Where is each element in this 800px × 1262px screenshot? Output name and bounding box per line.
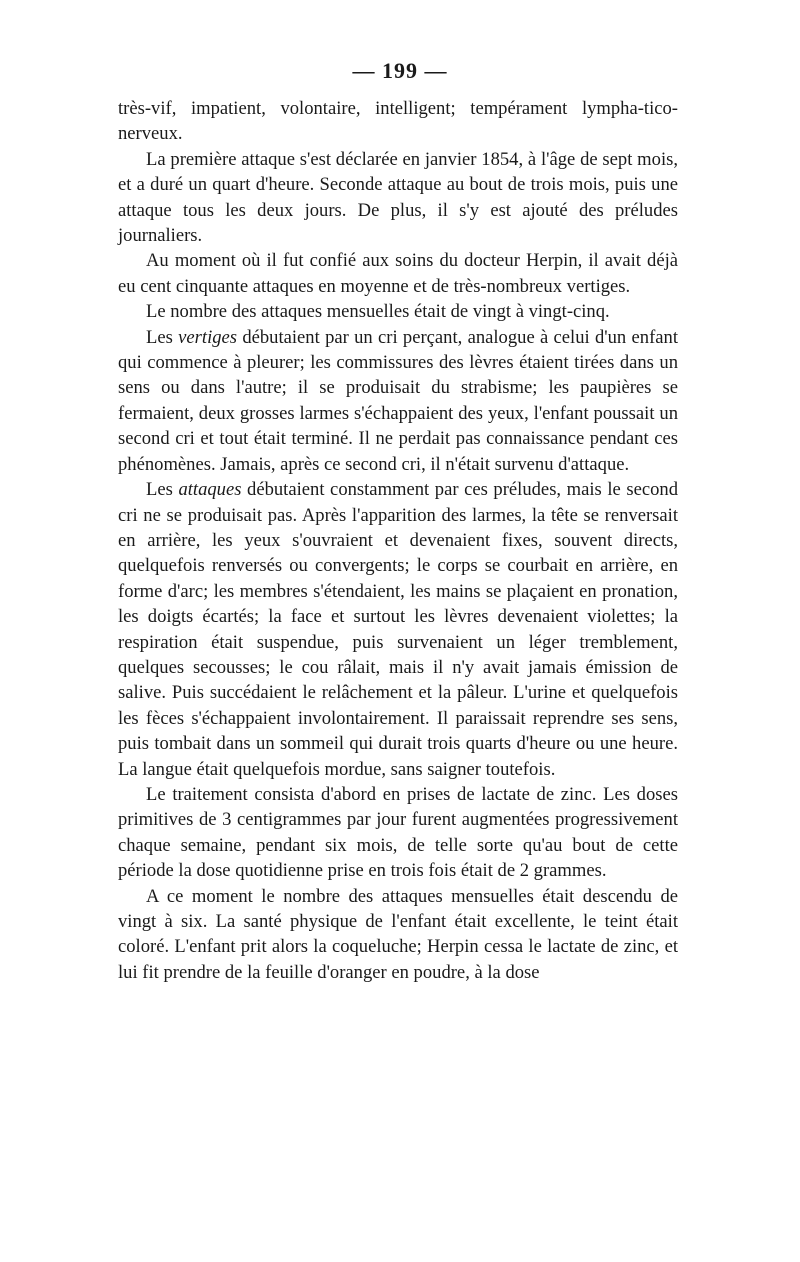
- page-number: — 199 —: [352, 58, 448, 83]
- paragraph-7: Le traitement consista d'abord en prises de lactate de zinc. Les doses primitives de 3 centigrammes par jour furent augmentées progressivement chaque semaine, pendant six mois, de telle sorte qu'au bout de cette période la dose quotidienne prise en trois fois était de 2 grammes.: [118, 783, 678, 882]
- paragraph-3: Au moment où il fut confié aux soins du docteur Herpin, il avait déjà eu cent cinquante attaques en moyenne et de très-nombreux vertiges.: [118, 250, 678, 297]
- paragraph-8: A ce moment le nombre des attaques mensuelles était descendu de vingt à six. La santé physique de l'enfant était excellente, le teint était coloré. L'enfant prit alors la coqueluche; Herpin cessa le lactate de zinc, et lui fit prendre de la feuille d'oranger en poudre, à la dose: [118, 885, 678, 983]
- paragraph-6-italic-term: attaques: [178, 479, 242, 501]
- paragraph-6-lead: Les: [146, 479, 179, 501]
- paragraph-5-body: débutaient par un cri perçant, analogue à celui d'un enfant qui commence à pleurer; les commissures des lèvres étaient tirées dans un sens ou dans l'autre; il se produisait du strabisme; les paupières se fermaient, deux grosses larmes s'échappaient des yeux, l'enfant poussait un second cri et tout était terminé. Il ne perdait pas connaissance pendant ces phénomènes. Jamais, après ce second cri, il n'était survenu d'attaque.: [118, 326, 678, 475]
- body-text: [118, 96, 678, 985]
- paragraph-6: [118, 477, 678, 782]
- paragraph-6-body: débutaient constamment par ces préludes, mais le second cri ne se produisait pas. Après l'apparition des larmes, la tête se renversait en arrière, les yeux s'ouvraient et devenaient fixes, souvent directs, quelquefois renversés ou convergents; le corps se courbait en arrière, en forme d'arc; les membres s'étendaient, les mains se plaçaient en pronation, les doigts écartés; la face et surtout les lèvres devenaient violettes; la respiration était suspendue, puis survenaient un léger tremblement, quelques secousses; le cou râlait, mais il n'y avait jamais émission de salive. Puis succédaient le relâchement et la pâleur. L'urine et quelquefois les fèces s'échappaient involontairement. Il paraissait reprendre ses sens, puis tombait dans un sommeil qui durait trois quarts d'heure ou une heure. La langue était quelquefois mordue, sans saigner toutefois.: [118, 479, 678, 780]
- paragraph-2: La première attaque s'est déclarée en janvier 1854, à l'âge de sept mois, et a duré un quart d'heure. Seconde attaque au bout de trois mois, puis une attaque tous les deux jours. De plus, il s'y est ajouté des préludes journaliers.: [118, 148, 678, 247]
- paragraph-5-lead: Les: [146, 326, 179, 348]
- paragraph-5: [118, 325, 678, 477]
- paragraph-5-italic-term: vertiges: [178, 326, 238, 348]
- paragraph-1: très-vif, impatient, volontaire, intelligent; tempérament lympha-tico-nerveux.: [118, 98, 678, 145]
- paragraph-4: Le nombre des attaques mensuelles était de vingt à vingt-cinq.: [146, 301, 610, 323]
